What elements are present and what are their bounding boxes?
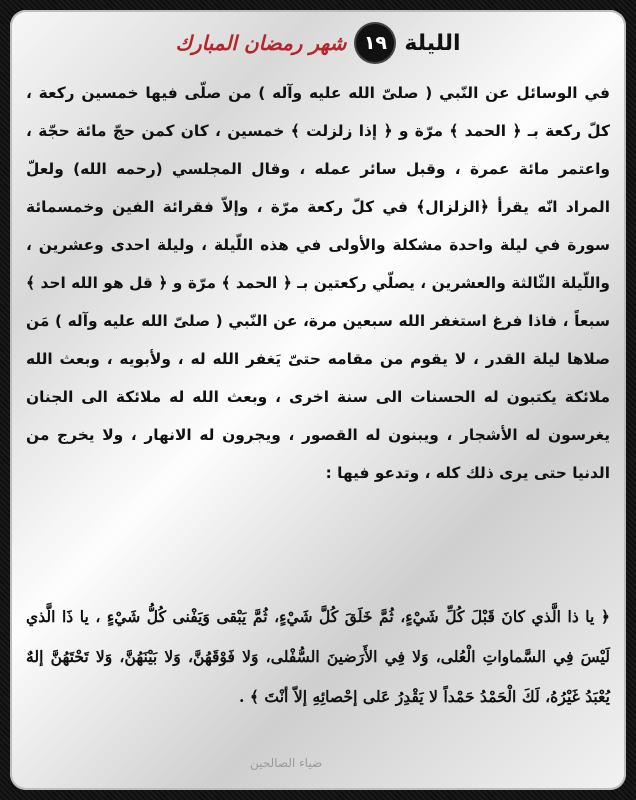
- dua-paragraph: ﴿ يا ذا الَّذي كانَ قَبْلَ كُلِّ شَيْءٍ، ثُمَّ خَلَقَ كُلَّ شَيْءٍ، ثُمَّ يَبْقى وَيَفْنى كُلُّ شَيْءٍ ، يا ذَا الَّذي لَيْسَ فِي السَّماواتِ الْعُلى، وَلا فِي الأَرَضينَ السُّفْلى، وَلا فَوْقَهُنَّ، وَلا بَيْنَهُنَّ، وَلا تَحْتَهُنَّ إلهٌ يُعْبَدُ غَيْرُهُ، لَكَ الْحَمْدُ حَمْداً لا يَقْدِرُ عَلى إحْصائِهِ إلاّ أنْتَ ﴾ .: [26, 607, 610, 706]
- month-title: شهر رمضان المبارك: [175, 31, 347, 55]
- signature-watermark: ضياء الصالحين: [250, 756, 323, 770]
- header: [0, 20, 636, 66]
- main-text: [26, 74, 610, 492]
- night-label: الليلة: [404, 30, 461, 56]
- night-number-badge: ١٩: [356, 24, 394, 62]
- dua-text: [26, 597, 610, 717]
- narration-paragraph: في الوسائل عن النّبي ( صلىّ الله عليه وآله ) من صلّى فيها خمسين ركعة ، كلّ ركعة بـ ﴿ الحمد ﴾ مرّة و ﴿ إذا زلزلت ﴾ خمسين ، كان كمن حجّ مائة حجّة ، واعتمر مائة عمرة ، وقبل سائر عمله ، وقال المجلسي (رحمه الله) ولعلّ المراد انّه يقرأ ﴿الزلزال﴾ في كلّ ركعة مرّة ، وإلاّ فقرائة الفين وخمسمائة سورة في ليلة واحدة مشكلة والأولى في هذه اللّيلة ، وليلة احدى وعشرين ، واللّيلة الثّالثة والعشرين ، يصلّي ركعتين بـ ﴿ الحمد ﴾ مرّة و ﴿ قل هو الله احد ﴾ سبعاً ، فاذا فرغ استغفر الله سبعين مرة، عن النّبي ( صلىّ الله عليه وآله ) مَن صلاها ليلة القدر ، لا يقوم من مقامه حتىّ يَغفر الله له ، ولأبويه ، وبعث الله ملائكة يكتبون له الحسنات الى سنة اخرى ، وبعث الله له ملائكة الى الجنان يغرسون له الأشجار ، ويبنون له القصور ، ويجرون له الانهار ، ولا يخرج من الدنيا حتى يرى ذلك كله ، وتدعو فيها :: [26, 84, 610, 482]
